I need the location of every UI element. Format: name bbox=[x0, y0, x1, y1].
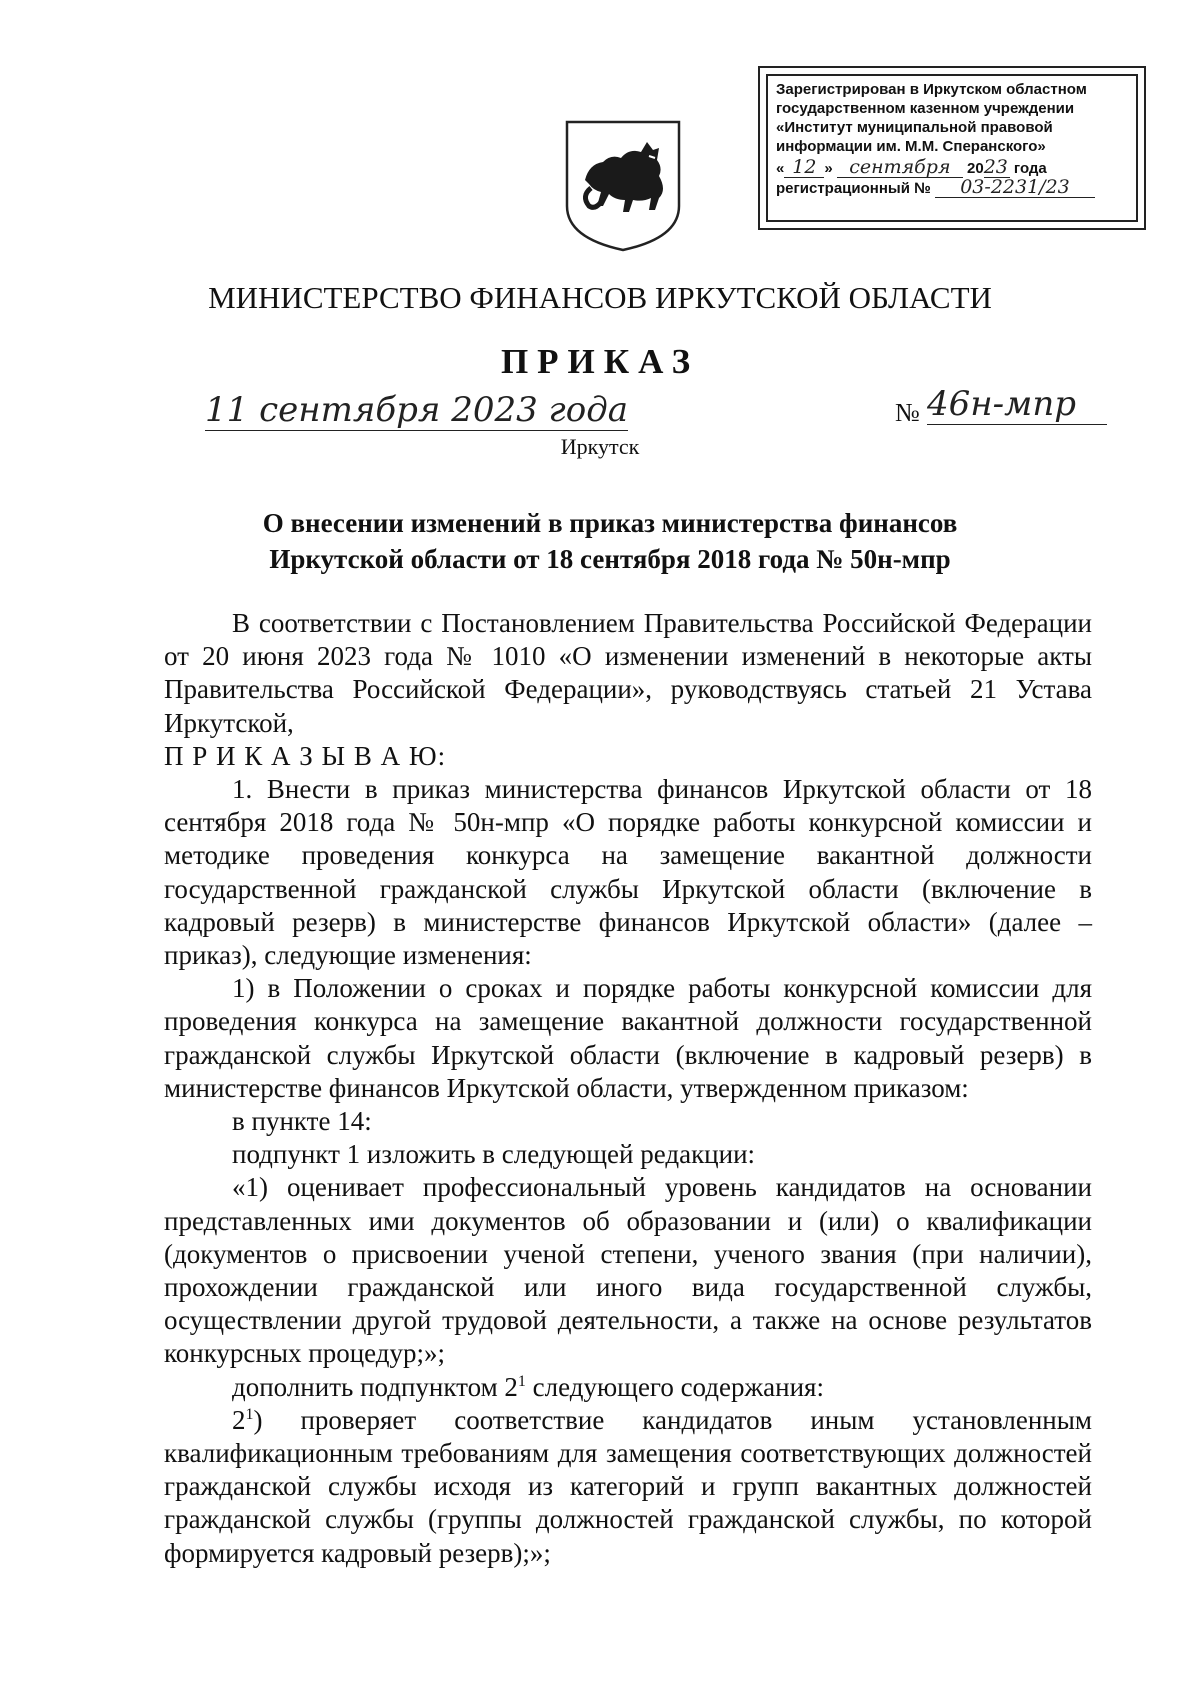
order-subject bbox=[160, 505, 1060, 577]
stamp-day: 12 bbox=[784, 158, 824, 178]
subject-line-1: О внесении изменений в приказ министерства финансов bbox=[262, 508, 958, 538]
p9-text-a: 2 bbox=[232, 1404, 246, 1435]
stamp-month: сентября bbox=[837, 158, 963, 178]
stamp-year-suffix: 23 bbox=[983, 156, 1008, 178]
order-title: ПРИКАЗ bbox=[500, 342, 700, 381]
paragraph-preamble: В соответствии с Постановлением Правительства Российской Федерации от 20 июня 2023 года № 1010 «О изменении изменений в некоторые акты Правительства Российской Федерации», руководствуясь статьей 21 Устава Иркутской, bbox=[164, 608, 1092, 738]
ministry-name: МИНИСТЕРСТВО ФИНАНСОВ ИРКУТСКОЙ ОБЛАСТИ bbox=[208, 280, 992, 315]
paragraph-subpoint-2-1-intro bbox=[164, 1371, 1092, 1404]
stamp-line-3: «Институт муниципальной правовой bbox=[776, 119, 1053, 136]
paragraph-subpoint-2-1-text bbox=[164, 1404, 1092, 1570]
paragraph-subpoint-1-text: «1) оценивает профессиональный уровень кандидатов на основании представленных ими документов об образовании и (или) о квалификации (документов о присвоении ученой степени, ученого звания (при наличии), прохождении гражданской или иного вида государственной службы, осуществлении другой трудовой деятельности, а также на основе результатов конкурсных процедур;»; bbox=[164, 1172, 1092, 1369]
p8-superscript: 1 bbox=[517, 1372, 526, 1390]
stamp-line-1: Зарегистрирован в Иркутском областном bbox=[776, 81, 1087, 98]
paragraph-item-1: 1. Внести в приказ министерства финансов Иркутской области от 18 сентября 2018 года № 50н-мпр «О порядке работы конкурсной комиссии и методике проведения конкурса на замещение вакантной должности государственной гражданской службы Иркутской области (включение в кадровый резерв) в министерстве финансов Иркутской области» (далее – приказ), следующие изменения: bbox=[164, 774, 1092, 971]
paragraph-point-14: в пункте 14: bbox=[232, 1106, 372, 1137]
paragraph-subitem-1: 1) в Положении о сроках и порядке работы конкурсной комиссии для проведения конкурса на замещение вакантной должности государственной гражданской службы Иркутской области (включение в кадровый резерв) в министерстве финансов Иркутской области, утвержденном приказом: bbox=[164, 973, 1092, 1103]
registration-stamp bbox=[758, 66, 1146, 230]
p9-text-b: ) проверяет соответствие кандидатов иным установленным квалификационным требованиям для замещения соответствующих должностей гражданской службы исходя из категорий и групп вакантных должностей гражданской службы (группы должностей гражданской службы, по которой формируется кадровый резерв);»; bbox=[164, 1404, 1092, 1568]
stamp-line-4: информации им. М.М. Сперанского» bbox=[776, 138, 1046, 155]
order-date: 11 сентября 2023 года bbox=[205, 390, 629, 430]
stamp-year-label: года bbox=[1013, 160, 1047, 177]
coat-of-arms-emblem bbox=[563, 118, 683, 254]
paragraph-order-word: П Р И К А З Ы В А Ю: bbox=[164, 740, 447, 771]
stamp-line-2: государственном казенном учреждении bbox=[776, 100, 1075, 117]
order-number-label: № bbox=[895, 398, 920, 427]
stamp-date: « 12 » сентября 2023 года bbox=[776, 156, 1047, 178]
subject-line-2: Иркутской области от 18 сентября 2018 года № 50н-мпр bbox=[269, 544, 951, 574]
stamp-reg-number: 03-2231/23 bbox=[935, 178, 1095, 198]
order-body bbox=[164, 607, 1092, 1570]
stamp-reg-label: регистрационный № bbox=[776, 180, 931, 197]
city: Иркутск bbox=[560, 434, 640, 459]
stamp-year-prefix: 20 bbox=[967, 160, 984, 177]
stamp-registration bbox=[776, 178, 1128, 198]
p8-text-b: следующего содержания: bbox=[525, 1371, 824, 1402]
order-number: 46н-мпр bbox=[927, 384, 1107, 425]
paragraph-subpoint-1-intro: подпункт 1 изложить в следующей редакции: bbox=[232, 1139, 756, 1170]
registration-stamp-inner bbox=[766, 74, 1138, 222]
p9-superscript: 1 bbox=[245, 1405, 254, 1423]
p8-text-a: дополнить подпунктом 2 bbox=[232, 1371, 518, 1402]
